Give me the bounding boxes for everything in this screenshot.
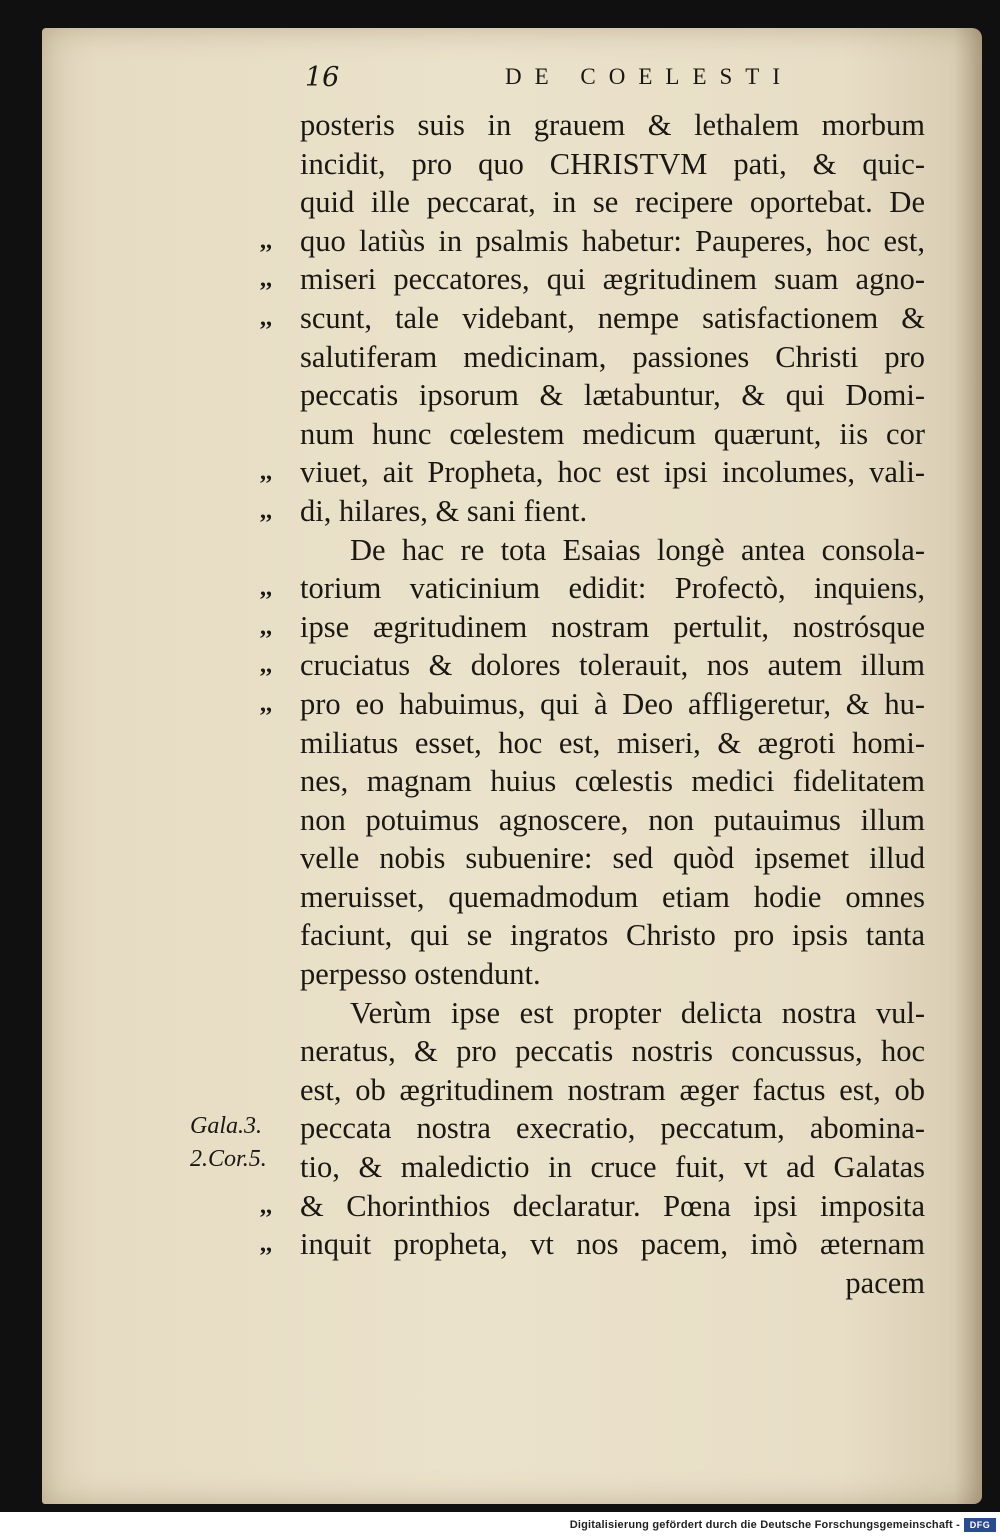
line-text: peccata nostra execratio, peccatum, abomina- [300,1111,925,1146]
line-text: De hac re tota Esaias longè antea consola- [350,532,925,567]
line-text: Verùm ipse est propter delicta nostra vul- [350,995,925,1030]
quote-mark: ,, [260,1231,272,1258]
line-text: scunt, tale videbant, nempe satisfactionem & [300,300,925,335]
text-line [260,1187,925,1226]
line-text: perpesso ostendunt. [300,957,541,992]
line-text: salutiferam medicinam, passiones Christi pro [300,339,925,374]
line-text: posteris suis in grauem & lethalem morbum [300,108,925,142]
quote-mark: ,, [260,652,272,679]
quote-mark: ,, [260,227,272,254]
line-text: num hunc cœlestem medicum quærunt, iis cor [300,416,925,451]
page-number: 16 [305,62,340,93]
quote-mark: ,, [260,497,272,524]
text-line [300,415,925,454]
text-line [300,916,925,955]
quote-mark: ,, [260,575,272,602]
text-line [300,1109,925,1148]
text-line [260,299,925,338]
line-text: pro eo habuimus, qui à Deo affligeretur, & hu- [300,686,925,721]
text-line [300,724,925,763]
text-line [300,878,925,917]
line-text: torium vaticinium edidit: Profectò, inquiens, [300,571,925,606]
margin-note-galatians: Gala.3. [190,1113,262,1139]
line-text: viuet, ait Propheta, hoc est ipsi incolumes, vali- [300,455,925,490]
text-line [300,994,925,1033]
line-text: pacem [845,1265,925,1300]
catchword [300,1264,925,1303]
line-text: & Chorinthios declaratur. Pœna ipsi imposita [300,1188,925,1223]
line-text: cruciatus & dolores tolerauit, nos autem illum [300,648,925,683]
text-line [300,338,925,377]
line-text: peccatis ipsorum & lætabuntur, & qui Domi- [300,378,925,413]
text-line [260,260,925,299]
quote-mark: ,, [260,304,272,331]
running-title: DE COELESTI [505,64,794,89]
text-line [300,531,925,570]
quote-mark: ,, [260,1192,272,1219]
text-line [260,685,925,724]
running-head [0,62,1000,102]
text-line [300,801,925,840]
text-line [300,183,925,222]
text-line [260,222,925,261]
quote-mark: ,, [260,266,272,293]
quote-mark: ,, [260,613,272,640]
body-text [260,106,925,1302]
quote-mark: ,, [260,459,272,486]
text-line [260,646,925,685]
line-text: ipse ægritudinem nostram pertulit, nostrósque [300,609,925,644]
text-line [300,839,925,878]
quote-mark: ,, [260,690,272,717]
line-text: meruisset, quemadmodum etiam hodie omnes [300,879,925,914]
text-line [260,1225,925,1264]
text-line [260,608,925,647]
dfg-logo: DFG [964,1518,996,1532]
text-line [300,762,925,801]
line-text: neratus, & pro peccatis nostris concussus, hoc [300,1034,925,1069]
line-text: tio, & maledictio in cruce fuit, vt ad Galatas [300,1150,925,1185]
line-text: quid ille peccarat, in se recipere oportebat. De [300,185,925,220]
line-text: miliatus esset, hoc est, miseri, & ægroti homi- [300,725,925,760]
line-text: miseri peccatores, qui ægritudinem suam agno- [300,262,925,297]
line-text: incidit, pro quo CHRISTVM pati, & quic- [300,146,925,181]
line-text: inquit propheta, vt nos pacem, imò æternam [300,1227,925,1262]
line-text: non potuimus agnoscere, non putauimus illum [300,802,925,837]
footer-bar [0,1512,1000,1537]
text-line [260,492,925,531]
text-line [300,1032,925,1071]
line-text: quo latiùs in psalmis habetur: Pauperes, hoc est, [300,223,925,258]
line-text: est, ob ægritudinem nostram æger factus est, ob [300,1072,925,1107]
text-line [260,453,925,492]
text-line [300,955,925,994]
line-text: nes, magnam huius cœlestis medici fidelitatem [300,764,925,799]
line-text: faciunt, qui se ingratos Christo pro ipsis tanta [300,918,925,953]
text-line [300,376,925,415]
line-text: di, hilares, & sani fient. [300,493,588,528]
text-line [300,1071,925,1110]
margin-note-corinthians: 2.Cor.5. [190,1146,267,1172]
text-line [260,569,925,608]
text-line [300,1148,925,1187]
line-text: velle nobis subuenire: sed quòd ipsemet illud [300,841,925,876]
text-line [300,106,925,145]
funding-notice: Digitalisierung gefördert durch die Deutsche Forschungsgemeinschaft - [569,1519,960,1531]
text-line [300,145,925,184]
